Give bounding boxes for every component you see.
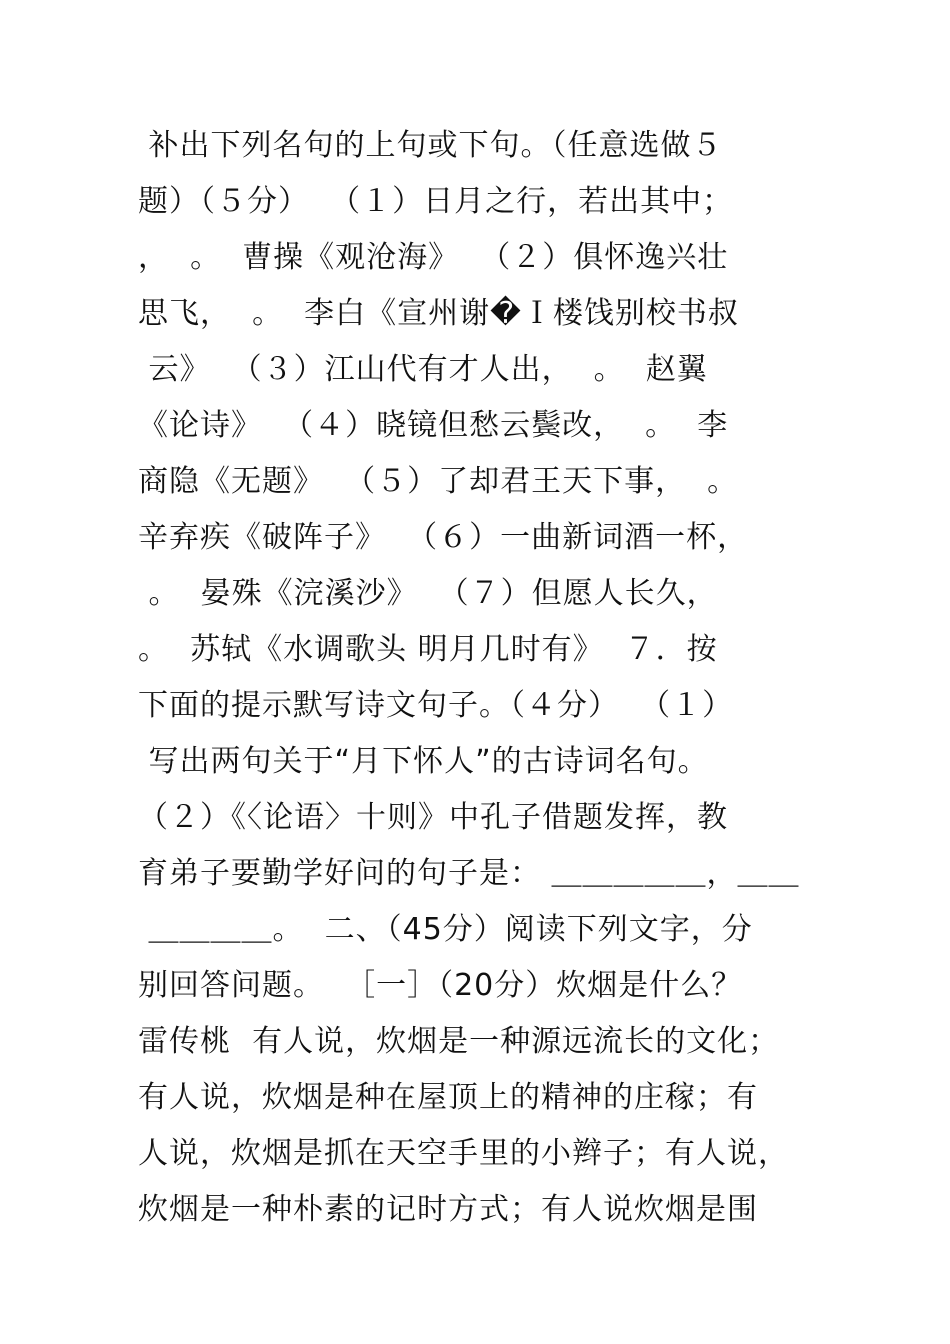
text-line: 下面的提示默写诗文句子。（４分） （１） [138, 688, 734, 723]
text-line: 雷传桃 有人说，炊烟是一种源远流长的文化； [138, 1024, 780, 1059]
text-line: （２）《〈论语〉十则》中孔子借题发挥，教 [138, 800, 728, 835]
text-line: 补出下列名句的上句或下句。（任意选做５ [138, 128, 723, 163]
text-line: 人说，炊烟是抓在天空手里的小辫子；有人说， [138, 1136, 789, 1171]
text-line: 辛弃疾《破阵子》 （６）一曲新词酒一杯， [138, 520, 749, 555]
text-line: 炊烟是一种朴素的记时方式；有人说炊烟是围 [138, 1192, 758, 1227]
text-line: 育弟子要勤学好问的句子是： ＿＿＿＿＿，＿＿ [138, 856, 800, 891]
text-line: 别回答问题。 ［一］（20分）炊烟是什么？ [138, 968, 743, 1003]
text-line: ， 。 曹操《观沧海》 （２）俱怀逸兴壮 [138, 240, 729, 275]
text-line: 《论诗》 （４）晓镜但愁云鬓改， 。 李 [138, 408, 729, 443]
text-line: 题）（５分） （１）日月之行，若出其中； [138, 184, 734, 219]
text-line: 有人说，炊烟是种在屋顶上的精神的庄稼；有 [138, 1080, 758, 1115]
text-line: 思飞， 。 李白《宣州谢�Ｉ楼饯别校书叔 [138, 296, 739, 331]
text-line: ＿＿＿＿。 二、（45分）阅读下列文字，分 [138, 912, 753, 947]
document-text [138, 118, 838, 1238]
text-line: 写出两句关于“月下怀人”的古诗词名句。 [138, 744, 709, 779]
text-line: 。 苏轼《水调歌头 明月几时有》 ７．按 [138, 632, 718, 667]
text-line: 。 晏殊《浣溪沙》 （７）但愿人长久， [138, 576, 718, 611]
text-line: 商隐《无题》 （５）了却君王天下事， 。 [138, 464, 739, 499]
text-line: 云》 （３）江山代有才人出， 。 赵翼 [138, 352, 708, 387]
